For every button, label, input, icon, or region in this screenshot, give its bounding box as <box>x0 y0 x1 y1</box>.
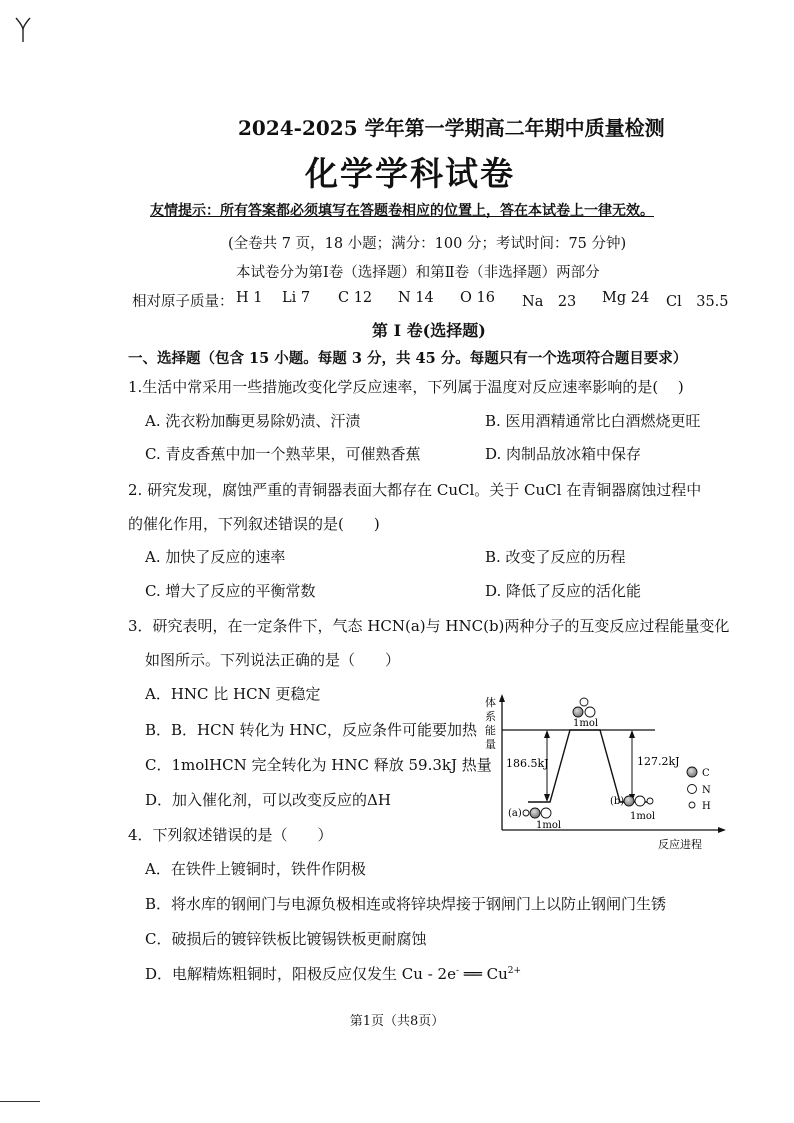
a-mol-label: 1mol <box>536 820 562 831</box>
q4-stem: 4．下列叙述错误的是（ ） <box>128 826 333 844</box>
atomic-mass-h: H 1 <box>236 290 263 306</box>
x-label: 反应进程 <box>658 838 702 851</box>
q2-option-a: A. 加快了反应的速率 <box>145 548 286 566</box>
q3-stem-line1: 3．研究表明，在一定条件下，气态 HCN(a)与 HNC(b)两种分子的互变反应过程能量变化 <box>128 617 730 635</box>
legend-c-icon <box>687 767 697 777</box>
q4-option-d-sup1: - <box>455 966 460 976</box>
exam-title: 2024-2025 学年第一学期高二年期中质量检测 <box>238 116 665 140</box>
q4-option-b: B．将水库的钢闸门与电源负极相连或将锌块焊接于钢闸门上以防止钢闸门生锈 <box>145 895 667 913</box>
atomic-mass-li: Li 7 <box>282 290 311 306</box>
q4-option-a: A．在铁件上镀铜时，铁件作阴极 <box>145 860 366 878</box>
b-mol-label: 1mol <box>630 811 656 822</box>
q4-option-d-eq: ══ Cu <box>459 965 508 983</box>
q4-option-d-text: D．电解精炼粗铜时，阳极反应仅发生 Cu - 2e <box>145 965 456 983</box>
y-label-1: 体 <box>485 696 496 709</box>
q4-option-d-sup2: 2+ <box>507 966 522 976</box>
exam-info: (全卷共 7 页，18 小题；满分：100 分；考试时间：75 分钟) <box>228 236 627 252</box>
q3-option-d: D．加入催化剂，可以改变反应的ΔH <box>145 791 391 809</box>
atomic-mass-na: Na 23 <box>522 294 577 310</box>
q1-option-c: C. 青皮香蕉中加一个熟苹果，可催熟香蕉 <box>145 445 421 463</box>
q2-stem-line2: 的催化作用，下列叙述错误的是( ) <box>128 515 380 533</box>
left-energy-label: 186.5kJ <box>506 757 549 770</box>
right-energy-label: 127.2kJ <box>637 755 680 768</box>
subject-title: 化学学科试卷 <box>305 154 515 193</box>
legend-n: N <box>702 785 711 796</box>
volume-title: 第 I 卷(选择题) <box>372 321 486 340</box>
q2-option-b: B. 改变了反应的历程 <box>485 548 626 566</box>
a-label: (a) <box>508 808 522 819</box>
q4-option-c: C．破损后的镀锌铁板比镀锡铁板更耐腐蚀 <box>145 930 427 948</box>
atomic-mass-label: 相对原子质量： <box>132 294 234 310</box>
legend-h-icon <box>689 802 695 808</box>
legend-h: H <box>702 801 711 812</box>
q3-stem-line2: 如图所示。下列说法正确的是（ ） <box>145 651 401 669</box>
legend-c: C <box>702 768 710 779</box>
atomic-mass-mg: Mg 24 <box>602 290 650 306</box>
q2-stem-line1: 2. 研究发现，腐蚀严重的青铜器表面大都存在 CuCl。关于 CuCl 在青铜器腐蚀过程中 <box>128 481 702 499</box>
atomic-mass-c: C 12 <box>338 290 373 306</box>
y-label-2: 系 <box>485 710 496 723</box>
y-label-3: 能 <box>485 724 496 737</box>
section-heading: 一、选择题（包含 15 小题。每题 3 分，共 45 分。每题只有一个选项符合题目要求） <box>128 350 688 367</box>
q2-option-c: C. 增大了反应的平衡常数 <box>145 582 316 600</box>
atomic-mass-o: O 16 <box>460 290 495 306</box>
y-label-4: 量 <box>485 738 496 751</box>
top-mol-label: 1mol <box>573 718 599 729</box>
energy-diagram <box>480 688 730 853</box>
binding-mark-icon <box>12 14 34 44</box>
b-label: (b) <box>610 796 625 807</box>
q4-option-d <box>145 963 521 984</box>
page-number: 第1页（共8页） <box>349 1014 445 1029</box>
q3-option-a: A．HNC 比 HCN 更稳定 <box>145 685 321 703</box>
atomic-mass-cl: Cl 35.5 <box>666 294 729 310</box>
atomic-mass-n: N 14 <box>398 290 434 306</box>
q3-option-b: B．B．HCN 转化为 HNC，反应条件可能要加热 <box>145 721 477 739</box>
q2-option-d: D. 降低了反应的活化能 <box>485 582 642 600</box>
q3-option-c: C．1molHCN 完全转化为 HNC 释放 59.3kJ 热量 <box>145 756 492 774</box>
q1-option-a: A. 洗衣粉加酶更易除奶渍、汗渍 <box>145 412 361 430</box>
legend-n-icon <box>688 785 697 794</box>
margin-line <box>0 1101 40 1102</box>
q1-stem: 1.生活中常采用一些措施改变化学反应速率，下列属于温度对反应速率影响的是( ) <box>128 378 684 396</box>
notice-text: 友情提示：所有答案都必须填写在答题卷相应的位置上，答在本试卷上一律无效。 <box>150 203 654 219</box>
q1-option-b: B. 医用酒精通常比白酒燃烧更旺 <box>485 412 701 430</box>
exam-parts: 本试卷分为第Ⅰ卷（选择题）和第Ⅱ卷（非选择题）两部分 <box>236 265 600 281</box>
q1-option-d: D. 肉制品放冰箱中保存 <box>485 445 642 463</box>
